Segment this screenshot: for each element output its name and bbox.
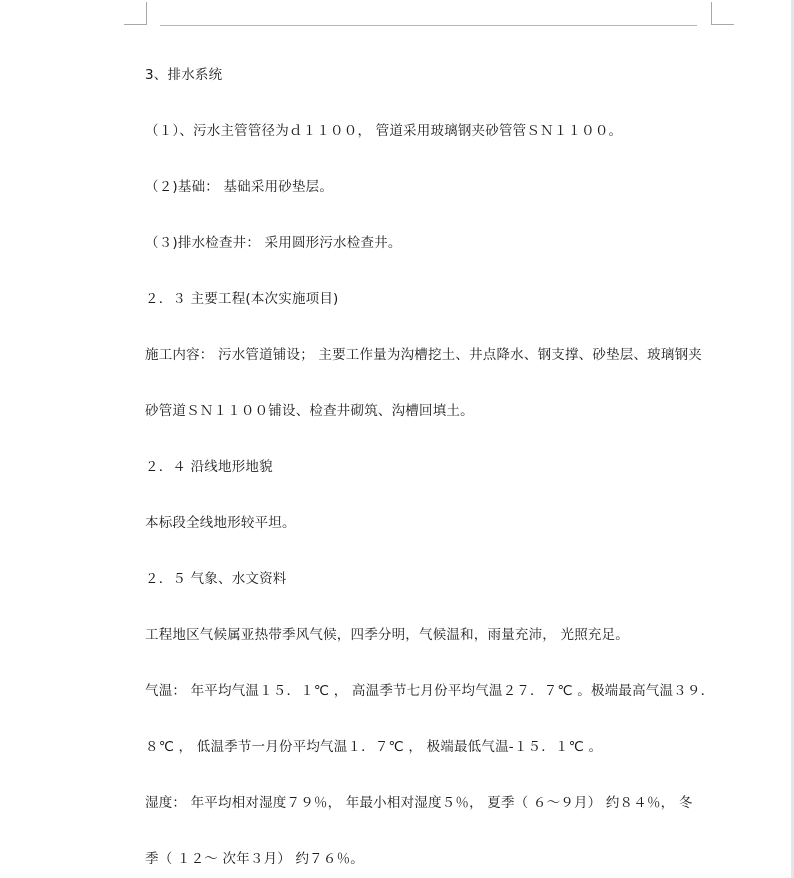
paragraph-main-pipe: （１）、污水主管管径为ｄ１１００， 管道采用玻璃钢夹砂管管ＳＮ１１００。 [145,123,623,139]
paragraph-inspection-well: （３)排水检查井： 采用圆形污水检查井。 [145,235,402,251]
paragraph-foundation: （２)基础： 基础采用砂垫层。 [145,179,334,195]
paragraph-temperature-line1: 气温： 年平均气温１５．１℃ ， 高温季节七月份平均气温２７．７℃ 。极端最高气温３９． [145,683,715,699]
heading-drainage-system: 3、排水系统 [145,67,223,83]
page-corner-mark-top-right [711,2,734,25]
paragraph-temperature-line2: ８℃ ， 低温季节一月份平均气温１．７℃ ， 极端最低气温-１５．１℃ 。 [145,739,603,755]
paragraph-humidity-line1: 湿度： 年平均相对湿度７９％， 年最小相对湿度５％， 夏季（ ６～９月） 约８４％， 冬 [145,795,693,811]
heading-terrain: ２．４ 沿线地形地貌 [145,459,273,475]
heading-main-works: ２．３ 主要工程(本次实施项目) [145,291,339,307]
paragraph-construction-content-line1: 施工内容： 污水管道铺设； 主要工作量为沟槽挖土、井点降水、钢支撑、砂垫层、玻璃钢夹 [145,347,702,363]
paragraph-terrain: 本标段全线地形较平坦。 [145,515,296,531]
heading-weather-hydrology: ２．５ 气象、水文资料 [145,571,287,587]
paragraph-humidity-line2: 季（ １２～ 次年３月） 约７６％。 [145,851,364,867]
paragraph-climate: 工程地区气候属亚热带季风气候，四季分明，气候温和，雨量充沛， 光照充足。 [145,627,629,643]
header-rule [160,25,697,26]
paragraph-construction-content-line2: 砂管道ＳＮ１１００铺设、检查井砌筑、沟槽回填土。 [145,403,474,419]
page-corner-mark-top-left [124,2,147,25]
